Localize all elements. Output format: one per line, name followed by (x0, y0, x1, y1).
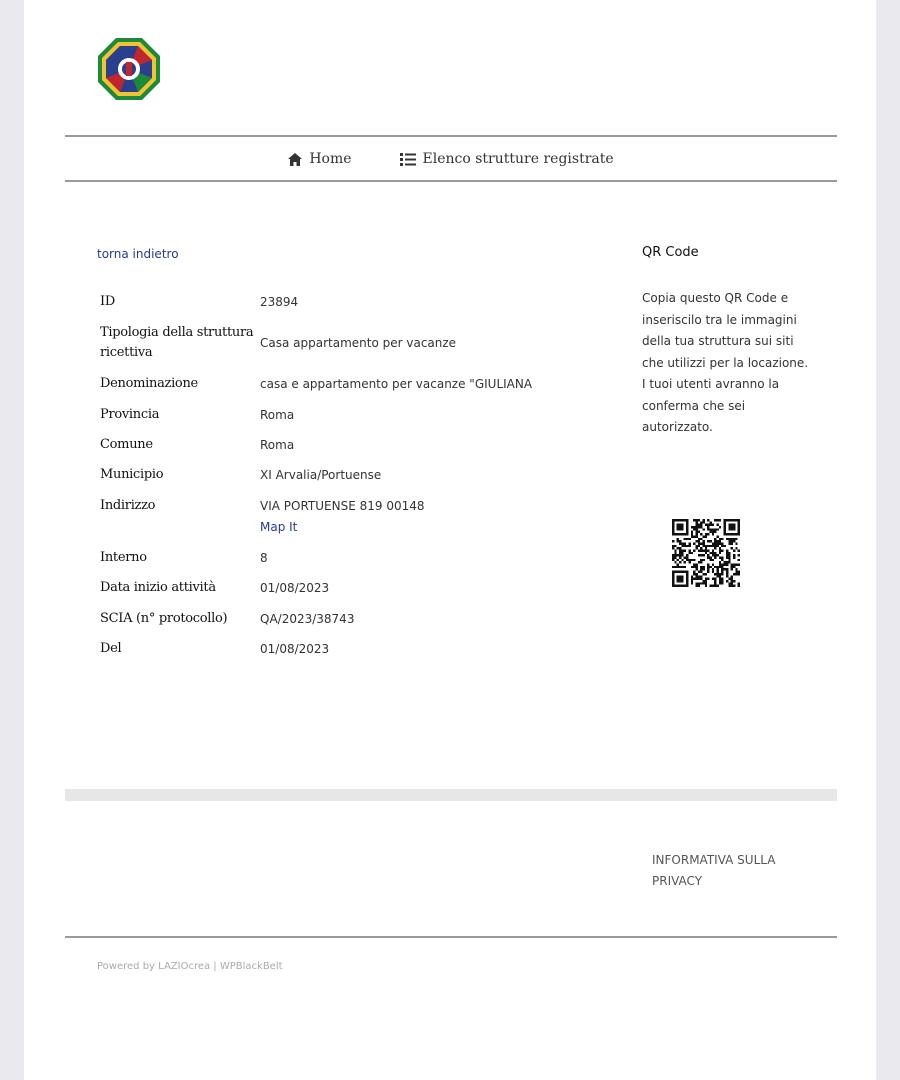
qr-title: QR Code (642, 245, 699, 260)
detail-label: ID (100, 294, 115, 309)
detail-value: Roma (260, 438, 295, 452)
detail-row-interno (100, 548, 570, 568)
detail-label: Municipio (100, 467, 164, 482)
list-icon (400, 153, 416, 166)
detail-value: 01/08/2023 (260, 581, 330, 595)
detail-row-comune (100, 435, 570, 455)
detail-label: Data inizio attività (100, 580, 216, 595)
detail-row-provincia (100, 405, 570, 425)
address-value: VIA PORTUENSE 819 00148 (260, 499, 425, 513)
page (24, 0, 876, 1080)
detail-label: SCIA (n° protocollo) (100, 611, 228, 626)
detail-value: 8 (260, 551, 268, 565)
detail-value: 01/08/2023 (260, 642, 330, 656)
detail-row-tipologia (100, 323, 570, 363)
nav-elenco-label: Elenco strutture registrate (422, 151, 614, 167)
home-icon (288, 153, 302, 166)
detail-row-scia (100, 609, 570, 629)
main-nav (65, 137, 837, 181)
detail-value: Casa appartamento per vacanze (260, 336, 457, 350)
detail-row-data-inizio (100, 578, 570, 598)
detail-value: Roma (260, 408, 295, 422)
nav-elenco-strutture[interactable] (400, 151, 614, 167)
nav-home-label: Home (309, 151, 352, 167)
detail-label: Tipologia della struttura ricettiva (100, 325, 254, 360)
detail-label: Indirizzo (100, 498, 156, 513)
detail-row-indirizzo (100, 496, 570, 538)
detail-label: Provincia (100, 407, 160, 422)
detail-value-group (260, 496, 425, 538)
privacy-link[interactable]: INFORMATIVA SULLA PRIVACY (652, 853, 776, 888)
detail-row-del (100, 639, 570, 659)
detail-label: Interno (100, 550, 147, 565)
detail-row-id (100, 292, 570, 312)
detail-value: 23894 (260, 295, 299, 309)
detail-label: Denominazione (100, 376, 198, 391)
nav-bottom-divider (65, 180, 837, 182)
detail-value: casa e appartamento per vacanze "GIULIANA (260, 377, 533, 391)
powered-by: Powered by LAZIOcrea | WPBlackBelt (97, 961, 283, 972)
regione-lazio-logo[interactable] (96, 36, 162, 102)
map-it-link[interactable]: Map It (260, 520, 298, 534)
detail-row-denominazione (100, 374, 570, 394)
footer-band (65, 789, 837, 801)
detail-value: QA/2023/38743 (260, 612, 355, 626)
nav-home[interactable] (288, 151, 351, 167)
detail-row-municipio (100, 465, 570, 485)
qr-description: Copia questo QR Code e inseriscilo tra le immagini della tua struttura sui siti che utilizzi per la locazione. I tuoi utenti avranno la conferma che sei autorizzato. (642, 291, 809, 434)
detail-label: Del (100, 641, 122, 656)
detail-value: XI Arvalia/Portuense (260, 468, 382, 482)
back-link[interactable]: torna indietro (97, 247, 179, 261)
qr-code-image[interactable] (672, 519, 740, 587)
footer-divider (65, 936, 837, 938)
detail-label: Comune (100, 437, 153, 452)
